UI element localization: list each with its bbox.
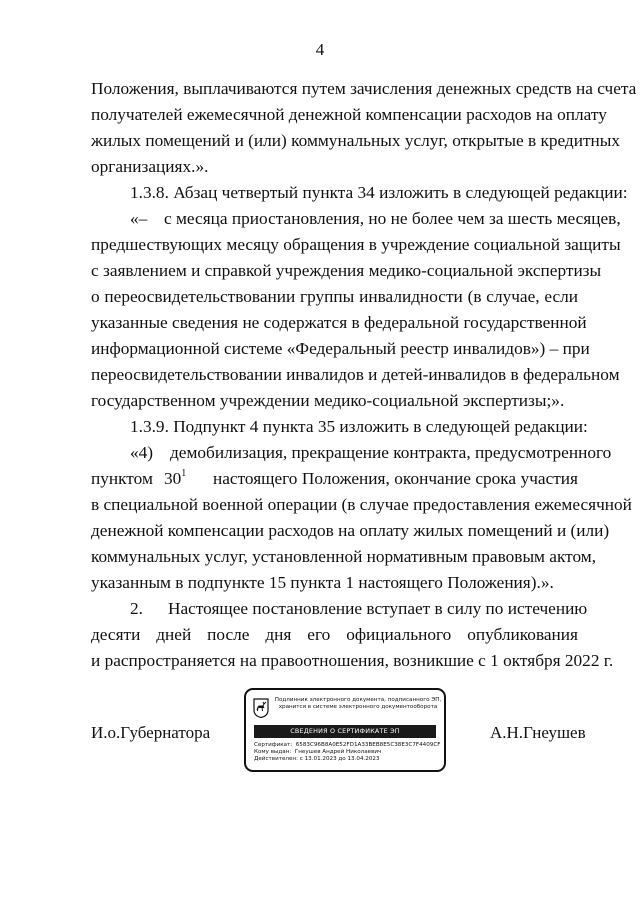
stamp-title: СВЕДЕНИЯ О СЕРТИФИКАТЕ ЭП [254, 725, 436, 738]
text-line: денежной компенсации расходов на оплату жилых помещений и (или) [91, 521, 610, 540]
text-line: десяти дней после дня его официального опубликования [91, 625, 578, 644]
text-line: 1.3.8. Абзац четвертый пункта 34 изложить в следующей редакции: [130, 183, 628, 202]
validity-row: Действителен: с 13.01.2023 до 13.04.2023 [254, 756, 380, 762]
point-ref: $30^1$ [164, 468, 187, 488]
issued-to-row: Кому выдан: Гнеушев Андрей Николаевич [254, 749, 382, 755]
e-signature-stamp [244, 688, 446, 772]
page-number: 4 [315, 40, 325, 59]
quote-dash: «– [130, 209, 148, 228]
signatory-position: И.о.Губернатора [91, 723, 211, 742]
text-line: настоящего Положения, окончание срока участия [213, 469, 578, 488]
text-line: демобилизация, прекращение контракта, предусмотренного [170, 443, 612, 462]
text-line: государственном учреждении медико-социальной экспертизы;». [91, 391, 565, 410]
item-number: 2. [130, 599, 143, 618]
deer-crest-icon [253, 698, 269, 718]
text-line: с заявлением и справкой учреждения медико-социальной экспертизы [91, 261, 602, 280]
text-line: о переосвидетельствовании группы инвалидности (в случае, если [91, 287, 578, 306]
text-line: и распространяется на правоотношения, возникшие с 1 октября 2022 г. [91, 651, 614, 670]
certificate-row: Сертификат: 6583C96B8A0E52FD1A33BEB8E5C38E3C7F4409CF [254, 742, 441, 748]
text-line: коммунальных услуг, установленной нормативным правовым актом, [91, 547, 597, 566]
text-line: Настоящее постановление вступает в силу по истечению [168, 599, 588, 618]
text-word: пунктом [91, 469, 153, 488]
stamp-header: Подлинник электронного документа, подписанного ЭП, хранится в системе электронного документооборота [274, 697, 442, 710]
text-line: Положения, выплачиваются путем зачисления денежных средств на счета [91, 79, 637, 98]
text-line: переосвидетельствовании инвалидов и детей-инвалидов в федеральном [91, 365, 620, 384]
signatory-name: А.Н.Гнеушев [490, 723, 586, 742]
text-line: жилых помещений и (или) коммунальных услуг, открытые в кредитных [91, 131, 621, 150]
text-line: предшествующих месяцу обращения в учреждение социальной защиты [91, 235, 621, 254]
text-line: в специальной военной операции (в случае предоставления ежемесячной [91, 495, 632, 514]
text-line: получателей ежемесячной денежной компенсации расходов на оплату [91, 105, 607, 124]
text-line: информационной системе «Федеральный реестр инвалидов») – при [91, 339, 590, 358]
text-line: организациях.». [91, 157, 209, 176]
text-line: с месяца приостановления, но не более чем за шесть месяцев, [164, 209, 621, 228]
text-line: указанным в подпункте 15 пункта 1 настоящего Положения).». [91, 573, 554, 592]
item-number: «4) [130, 443, 154, 462]
text-line: указанные сведения не содержатся в федеральной государственной [91, 313, 587, 332]
text-line: 1.3.9. Подпункт 4 пункта 35 изложить в следующей редакции: [130, 417, 588, 436]
